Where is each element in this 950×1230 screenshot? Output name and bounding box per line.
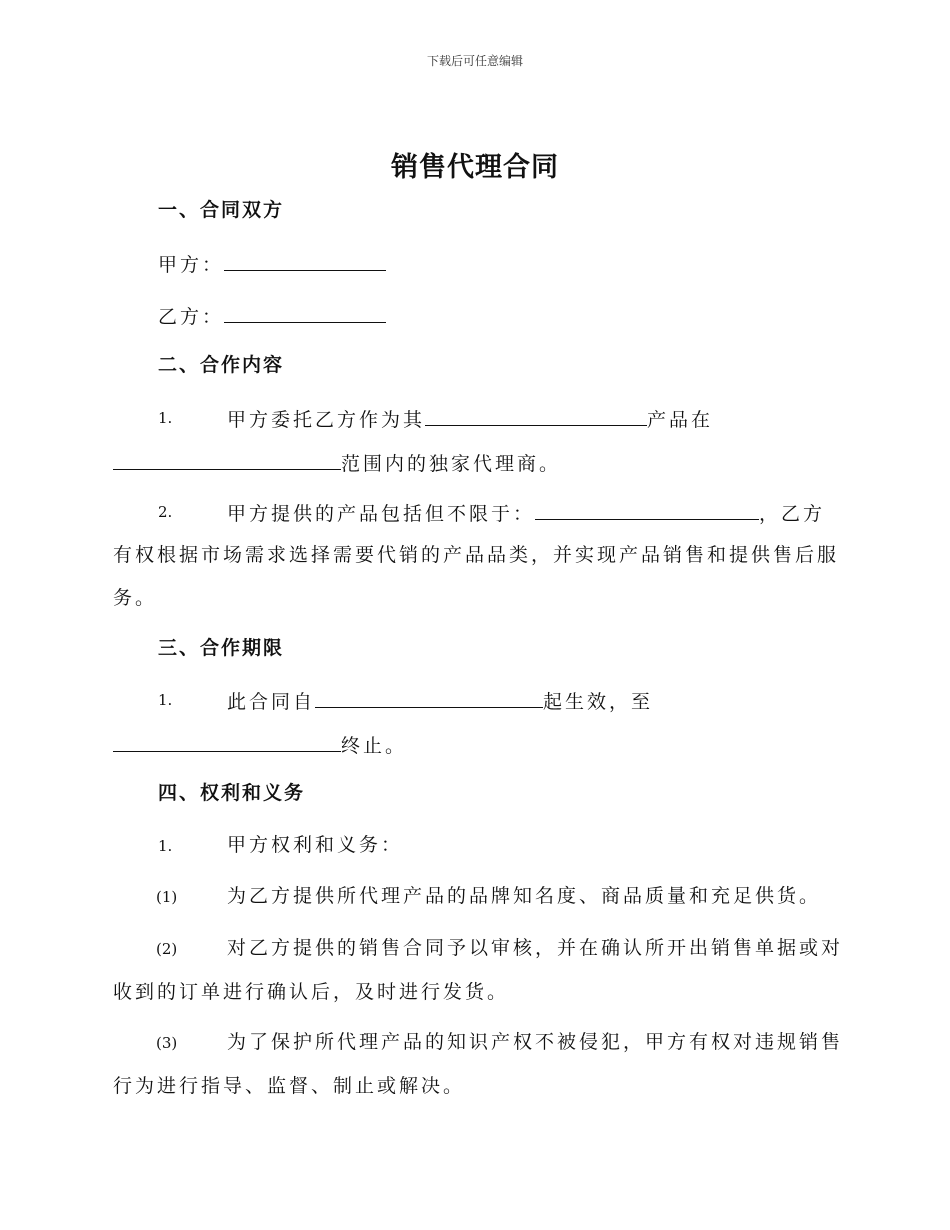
products-blank[interactable] — [535, 502, 759, 520]
s2-item1-text-c: 范围内的独家代理商。 — [341, 453, 562, 475]
s4-sub1-text: 为乙方提供所代理产品的品牌知名度、商品质量和充足供货。 — [227, 885, 822, 907]
s3-item1-text-a: 此合同自 — [227, 691, 316, 713]
territory-blank[interactable] — [113, 452, 341, 470]
s2-item2-line3: 务。 — [113, 587, 158, 609]
s4-sub1-number: (1) — [156, 888, 178, 906]
party-b-blank[interactable] — [224, 305, 386, 323]
s2-item1-line2 — [113, 452, 561, 474]
s4-sub2-line2: 收到的订单进行确认后，及时进行发货。 — [113, 981, 510, 1003]
end-date-blank[interactable] — [113, 734, 341, 752]
document-title: 销售代理合同 — [391, 152, 559, 183]
s3-item1-number: 1. — [158, 691, 173, 709]
start-date-blank[interactable] — [315, 690, 543, 708]
section-2-heading: 二、合作内容 — [158, 354, 285, 376]
s4-item1-text: 甲方权利和义务： — [227, 834, 404, 856]
s4-sub2-number: (2) — [156, 940, 178, 958]
section-3-heading: 三、合作期限 — [158, 637, 285, 659]
party-b-label: 乙方： — [158, 306, 225, 328]
s2-item2-line2: 有权根据市场需求选择需要代销的产品品类，并实现产品销售和提供售后服 — [113, 544, 840, 566]
s2-item1-text-a: 甲方委托乙方作为其 — [227, 409, 426, 431]
s4-sub3-line2: 行为进行指导、监督、制止或解决。 — [113, 1075, 466, 1097]
party-a-blank[interactable] — [224, 253, 386, 271]
s2-item2-line1 — [227, 502, 825, 524]
section-1-heading: 一、合同双方 — [158, 199, 285, 221]
party-a-label: 甲方： — [158, 254, 225, 276]
s2-item2-number: 2. — [158, 503, 173, 521]
party-a-row — [158, 253, 386, 275]
s3-item1-line1 — [227, 690, 653, 712]
s2-item2-text-a: 甲方提供的产品包括但不限于： — [227, 503, 536, 525]
s2-item2-text-b: ，乙方 — [759, 503, 826, 525]
section-4-heading: 四、权利和义务 — [158, 782, 306, 804]
s3-item1-text-b: 起生效，至 — [543, 691, 654, 713]
s4-sub3-line1: 为了保护所代理产品的知识产权不被侵犯，甲方有权对违规销售 — [227, 1031, 844, 1053]
s3-item1-line2 — [113, 734, 407, 756]
s3-item1-text-c: 终止。 — [341, 735, 408, 757]
s2-item1-number: 1. — [158, 409, 173, 427]
s2-item1-text-b: 产品在 — [647, 409, 714, 431]
s4-sub2-line1: 对乙方提供的销售合同予以审核，并在确认所开出销售单据或对 — [227, 937, 844, 959]
s4-sub3-number: (3) — [156, 1034, 178, 1052]
s2-item1-line1 — [227, 408, 713, 430]
s4-item1-number: 1. — [158, 837, 173, 855]
product-name-blank[interactable] — [425, 408, 647, 426]
party-b-row — [158, 305, 386, 327]
header-note: 下载后可任意编辑 — [426, 54, 523, 68]
